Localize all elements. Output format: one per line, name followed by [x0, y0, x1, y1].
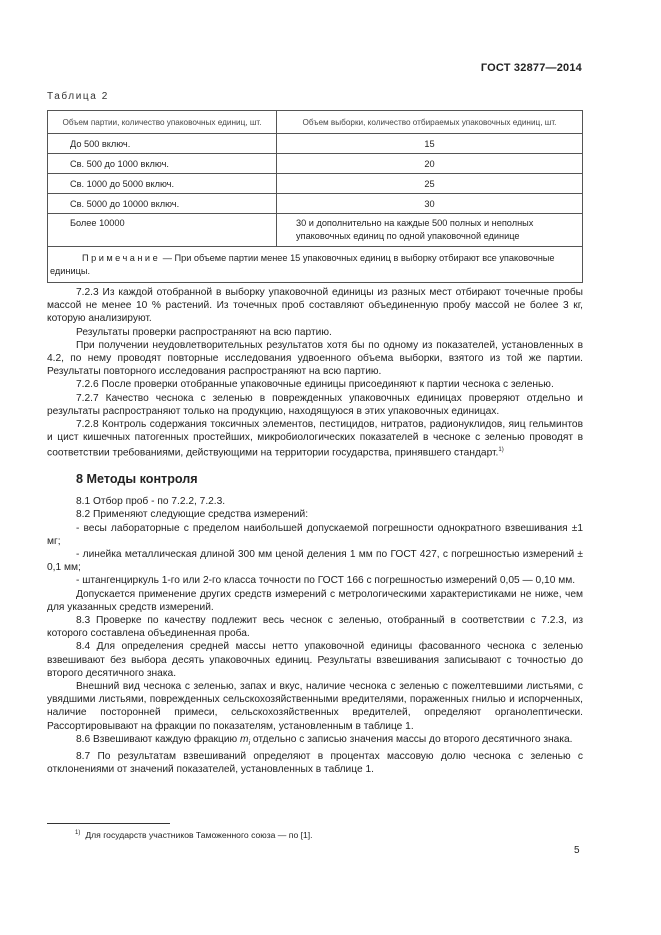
paragraph: 8.7 По результатам взвешиваний определяют в процентах массовую долю чеснока с зеленью с отклонениями от значений показателей, установленных в таблице 1.	[47, 751, 583, 776]
paragraph: 8.2 Применяют следующие средства измерений:	[76, 509, 309, 521]
table-row	[48, 134, 583, 154]
paragraph	[47, 418, 583, 460]
paragraph: Допускается применение других средств измерений с метрологическими характеристиками не ниже, чем для указанных средств измерений.	[47, 588, 583, 613]
table-cell: 30 и дополнительно на каждые 500 полных и неполных упаковочных единиц по одной упаковочной единице	[277, 214, 583, 247]
paragraph: Внешний вид чеснока с зеленью, запах и вкус, наличие чеснока с зеленью с пожелтевшими листьями, с увядшими листьями, поврежденных сельскохозяйственными вредителями, пораженных гнилью и испорченных, наличие посторонней примеси, сельскохозяйственных вредителей, определяют органолептически. Рассортировывают на фракции по показателям, установленным в таблице 1.	[47, 681, 583, 732]
footnote-mark: 1)	[75, 830, 81, 837]
paragraph: 7.2.7 Качество чеснока с зеленью в поврежденных упаковочных единицах проверяют отдельно и результаты распространяют только на продукцию, находящуюся в этих упаковочных единицах.	[47, 392, 583, 417]
table-note	[48, 247, 583, 283]
paragraph: 7.2.6 После проверки отобранные упаковочные единицы присоединяют к партии чеснока с зеленью.	[76, 379, 554, 391]
body-text	[47, 286, 583, 777]
table-cell: Св. 1000 до 5000 включ.	[48, 174, 277, 194]
note-label: Примечание	[82, 252, 161, 263]
table-cell: До 500 включ.	[48, 134, 277, 154]
standard-header: ГОСТ 32877—2014	[480, 62, 582, 74]
footnote-text: Для государств участников Таможенного союза — по [1].	[85, 830, 313, 840]
sample-size-table	[47, 110, 583, 283]
paragraph-text: отдельно с записью значения массы до второго десятичного знака.	[250, 733, 573, 745]
footnote-divider	[47, 823, 170, 824]
page-number: 5	[574, 845, 580, 856]
variable-m: m	[240, 733, 249, 745]
table-cell: Более 10000	[48, 214, 277, 247]
table-header-sample: Объем выборки, количество отбираемых упаковочных единиц, шт.	[277, 111, 583, 134]
paragraph: 8.1 Отбор проб - по 7.2.2, 7.2.3.	[76, 496, 226, 508]
section-title: 8 Методы контроля	[76, 472, 198, 487]
table-cell: 15	[277, 134, 583, 154]
paragraph: 8.4 Для определения средней массы нетто упаковочной единицы фасованного чеснока с зеленью взвешивают без выбора десять упаковочных единиц. Результаты взвешивания записывают с точностью до второго десятичного знака.	[47, 641, 583, 679]
footnote	[75, 830, 313, 840]
table-cell: Св. 500 до 1000 включ.	[48, 154, 277, 174]
table-note-row	[48, 247, 583, 283]
paragraph: - линейка металлическая длиной 300 мм ценой деления 1 мм по ГОСТ 427, с погрешностью измерений ± 0,1 мм;	[47, 549, 583, 574]
table-label: Таблица 2	[47, 91, 109, 102]
paragraph: 8.3 Проверке по качеству подлежит весь чеснок с зеленью, отобранный в соответствии с 7.2.3, из которого составлена объединенная проба.	[47, 615, 583, 640]
footnote-ref: 1)	[498, 447, 504, 454]
paragraph: - штангенциркуль 1-го или 2-го класса точности по ГОСТ 166 с погрешностью измерений 0,05 — 0,10 мм.	[76, 575, 576, 587]
table-row	[48, 194, 583, 214]
table-row	[48, 154, 583, 174]
paragraph: 7.2.3 Из каждой отобранной в выборку упаковочной единицы из разных мест отбирают точечные пробы массой не менее 10 % растений. Из точечных проб составляют объединенную пробу массой не более 3 кг, которую анализируют.	[47, 287, 583, 325]
paragraph-text: 7.2.8 Контроль содержания токсичных элементов, пестицидов, нитратов, радионуклидов, яиц гельминтов и цист кишечных патогенных простейших, микробиологических показателей в чесноке с зеленью проводят в соответствии требованиями, действующими на территории государства, принявшего стандарт.	[47, 419, 583, 459]
paragraph-text: 8.6 Взвешивают каждую фракцию	[76, 733, 240, 745]
note-text: — При объеме партии менее 15 упаковочных единиц в выборку отбирают все упаковочные единицы.	[50, 252, 555, 276]
paragraph: Результаты проверки распространяют на всю партию.	[76, 326, 332, 338]
table-cell: Св. 5000 до 10000 включ.	[48, 194, 277, 214]
table-row	[48, 214, 583, 247]
paragraph: - весы лабораторные с пределом наибольшей допускаемой погрешности однократного взвешивания ±1 мг;	[47, 522, 583, 547]
table-header-lot: Объем партии, количество упаковочных единиц, шт.	[48, 111, 277, 134]
paragraph: При получении неудовлетворительных результатов хотя бы по одному из показателей, установленных в 4.2, по нему проводят повторные исследования удвоенного объема выборки, взятого из той же партии. Результаты повторного исследования распространяют на всю партию.	[47, 339, 583, 378]
paragraph	[47, 733, 583, 750]
table-cell: 20	[277, 154, 583, 174]
variable-subscript: i	[248, 739, 251, 747]
table-cell: 30	[277, 194, 583, 214]
table-row	[48, 174, 583, 194]
table-cell: 25	[277, 174, 583, 194]
